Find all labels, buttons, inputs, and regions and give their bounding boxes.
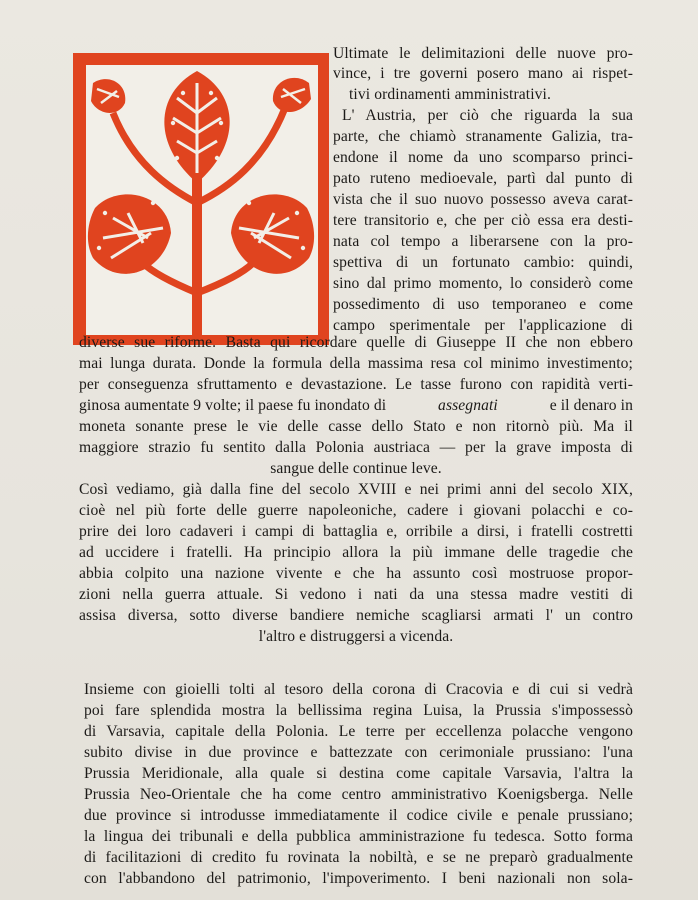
italic-term: assegnati — [438, 397, 498, 414]
text-line: l'altro e distruggersi a vicenda. — [258, 628, 454, 645]
text-line: sangue delle continue leve. — [270, 460, 442, 477]
text-line: zioni nella guerra attuale. Si vedono i nati da una stessa madre vestiti di — [79, 586, 633, 603]
text-line: di facilitazioni di credito fu rovinata la nobiltà, e se ne preparò gradualmente — [84, 849, 633, 866]
text-line: mai lunga durata. Donde la formula della massima resa col minimo investimento; — [79, 355, 633, 372]
text-line: subito divise in due province e battezzate con cerimoniale prussiano: l'una — [84, 744, 633, 761]
text-line: vista che il suo nuovo possesso aveva carat- — [333, 191, 633, 208]
text-line: diverse sue riforme. Basta qui ricordare quelle di Giuseppe II che non ebbero — [79, 334, 633, 351]
text-line: ad uccidere i fratelli. Ha principio allora la più immane delle tragedie che — [79, 544, 633, 561]
text-line: spettiva di un fortunato cambio: quindi, — [333, 254, 633, 271]
text-line: campo sperimentale per l'applicazione di — [333, 317, 633, 334]
text-line: per conseguenza sfruttamento e devastazione. Le tasse furono con rapidità verti- — [79, 376, 633, 393]
text-line: endone il nome da uno scomparso princi- — [333, 149, 633, 166]
text-line: Prussia Neo-Orientale che ha come centro amministrativo Koenigsberga. Nelle — [84, 786, 633, 803]
text-line: la lingua dei tribunali e della pubblica amministrazione fu tedesca. Sotto forma — [84, 828, 633, 845]
text-line: parte, che chiamò stranamente Galizia, tra- — [333, 128, 633, 145]
text-line: vince, i tre governi posero mano ai rispet- — [333, 65, 633, 82]
text-line: due province si introdusse immediatamente il codice civile e penale prussiano; — [84, 807, 633, 824]
text-line: assisa diversa, sotto diverse bandiere nemiche scagliarsi armati l' un contro — [79, 607, 633, 624]
text-line-with-italic — [79, 396, 633, 416]
text-line: poi fare splendida mostra la bellissima regina Luisa, la Prussia s'impossessò — [84, 702, 633, 719]
text-line: di Varsavia, capitale della Polonia. Le terre per eccellenza polacche vengono — [84, 723, 633, 740]
text-line: possedimento di uso temporaneo e come — [333, 296, 633, 313]
text-line: nata col tempo a liberarsene con la pro- — [333, 233, 633, 250]
text-line: sino dal primo momento, lo considerò come — [333, 275, 633, 292]
text-line: Così vediamo, già dalla fine del secolo XVIII e nei primi anni del secolo XIX, — [79, 481, 633, 498]
text-line: cioè nel più forte delle guerre napoleoniche, cadere i giovani polacchi e co- — [79, 502, 633, 519]
text-segment: e il denaro in — [549, 397, 633, 414]
text-line: Ultimate le delimitazioni delle nuove pro- — [333, 45, 633, 62]
text-line: Prussia Meridionale, alla quale si destina come capitale Varsavia, l'altra la — [84, 765, 633, 782]
text-line: tere transitorio e, che per ciò essa era desti- — [333, 212, 633, 229]
text-line: moneta sonante prese le vie delle casse dello Stato e non ritornò più. Ma il — [79, 418, 633, 435]
text-line: abbia colpito una nazione vivente e che ha assunto così mostruose propor- — [79, 565, 633, 582]
text-line: maggiore strazio fu sentito dalla Polonia austriaca — per la grave imposta di — [79, 439, 633, 456]
text-line: Insieme con gioielli tolti al tesoro della corona di Cracovia e di cui si vedrà — [84, 681, 633, 698]
text-line: tivi ordinamenti amministrativi. — [349, 86, 551, 103]
text-line: pato ruteno medioevale, partì dal punto di — [333, 170, 633, 187]
floral-woodcut-icon — [73, 53, 329, 345]
text-line: con l'abbandono del patrimonio, l'impoverimento. I beni nazionali non sola- — [84, 870, 633, 887]
text-segment: ginosa aumentate 9 volte; il paese fu inondato di — [79, 397, 387, 414]
text-line: L' Austria, per ciò che riguarda la sua — [342, 107, 633, 124]
text-line: prire dei loro cadaveri i campi di battaglia e, orribile a dirsi, i fratelli costretti — [79, 523, 633, 540]
